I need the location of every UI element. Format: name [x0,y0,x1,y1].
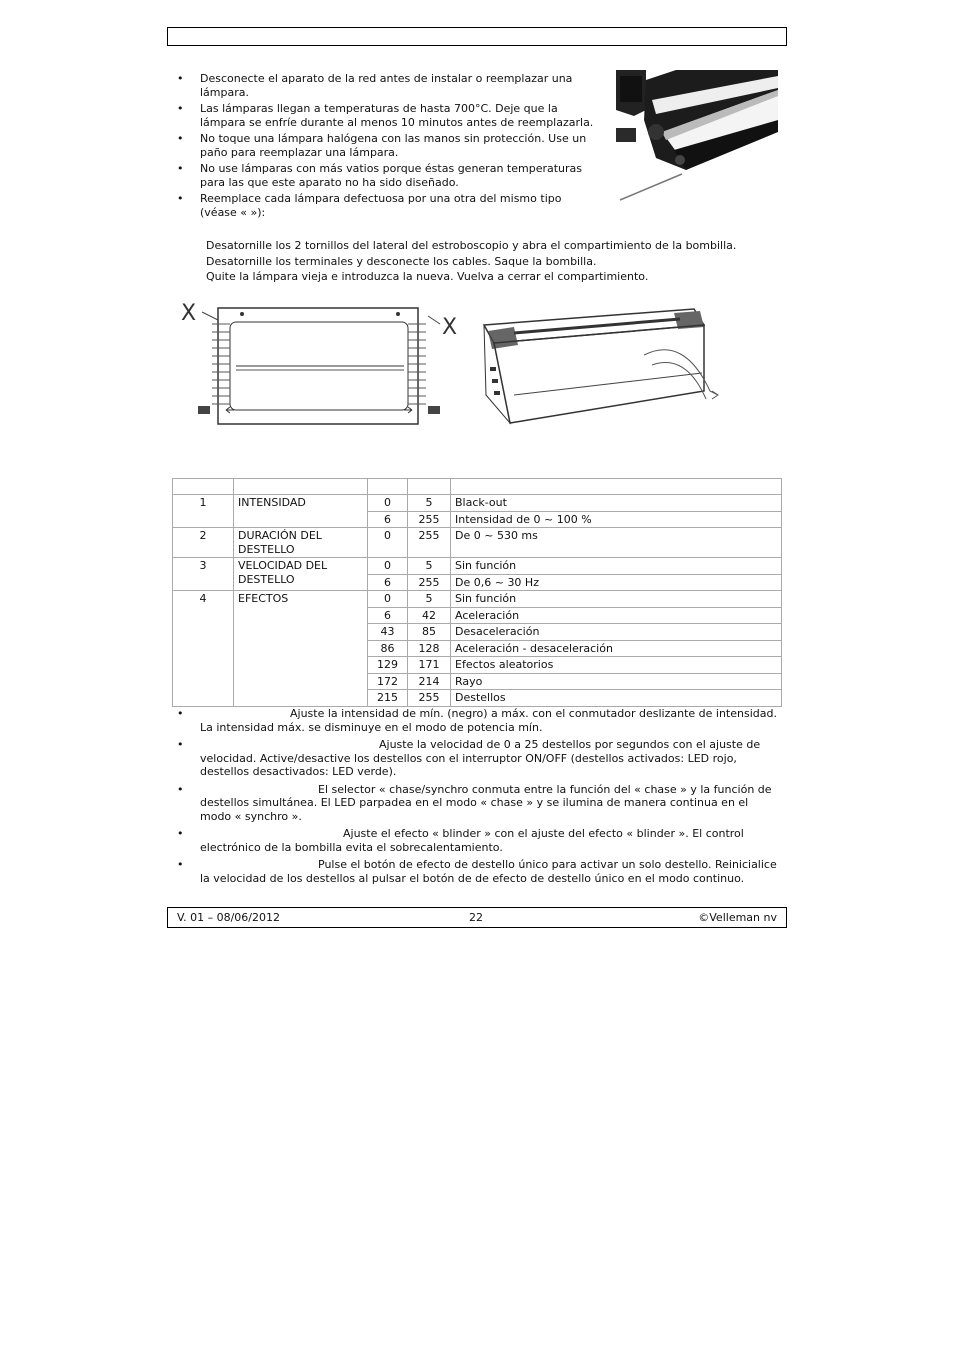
footer-page-number: 22 [469,911,483,924]
screw-marker-right: X [442,315,458,340]
footer-version: V. 01 – 08/06/2012 [177,911,280,924]
table-row: 3 VELOCIDAD DEL DESTELLO 0 5 Sin función [173,558,782,575]
table-row: 215 255 Destellos [173,690,782,707]
table-header-row [173,479,782,495]
step-text: Desatornille los terminales y desconecte los cables. Saque la bombilla. [206,254,597,268]
table-row: 129 171 Efectos aleatorios [173,657,782,674]
strobe-open-compartment-drawing [474,295,722,428]
list-item: • Las lámparas llegan a temperaturas de hasta 700°C. Deje que la lámpara se enfríe durante al menos 10 minutos antes de reemplazarla. [177,102,594,129]
footer-copyright: ©Velleman nv [698,911,777,924]
step-text: Desatornille los 2 tornillos del lateral del estroboscopio y abra el compartimiento de la bombilla. [206,239,737,252]
table-row: 6 42 Aceleración [173,607,782,624]
table-row: 172 214 Rayo [173,673,782,690]
list-item: • No toque una lámpara halógena con las manos sin protección. Use un paño para reemplazar una lámpara. [177,132,587,159]
table-row: 6 255 Intensidad de 0 ~ 100 % [173,511,782,528]
list-item: • El selector « chase/synchro conmuta entre la función del « chase » y la función de destellos simultánea. El LED parpadea en el modo « chase » y se ilumina de manera continua en el modo « synchro ». [177,782,772,823]
strobe-photo [616,70,778,202]
page-footer [167,907,787,928]
dmx-channel-table [172,478,782,707]
table-row: 2 DURACIÓN DEL DESTELLO 0 255 De 0 ~ 530 ms [173,528,782,558]
strobe-front-drawing [178,300,460,427]
table-row: 1 INTENSIDAD 0 5 Black-out [173,495,782,512]
table-row: 4 EFECTOS 0 5 Sin función [173,591,782,608]
list-item: • Ajuste el efecto « blinder » con el ajuste del efecto « blinder ». El control electrónico de la bombilla evita el sobrecalentamiento. [177,827,744,854]
list-item: • Pulse el botón de efecto de destello único para activar un solo destello. Reinicialice la velocidad de los destellos al pulsar el botón de de efecto de destello único en el modo continuo. [177,858,777,885]
table-row: 43 85 Desaceleración [173,624,782,641]
lamp-safety-list [168,72,598,222]
list-item: • Ajuste la velocidad de 0 a 25 destellos por segundos con el ajuste de velocidad. Active/desactive los destellos con el interruptor ON/OFF (destellos activados: LED rojo, destellos desactivados: LED verde). [177,738,761,778]
lamp-replacement-steps [206,239,786,286]
page-header-box [167,27,787,46]
step-text: Quite la lámpara vieja e introduzca la nueva. Vuelva a cerrar el compartimiento. [206,270,649,283]
list-item: • Reemplace cada lámpara defectuosa por una otra del mismo tipo (véase « »): [177,192,562,219]
table-row: 86 128 Aceleración - desaceleración [173,640,782,657]
controls-description-list [168,707,778,889]
list-item: • Ajuste la intensidad de mín. (negro) a máx. con el conmutador deslizante de intensidad. La intensidad máx. se disminuye en el modo de potencia mín. [177,707,777,734]
table-row: 6 255 De 0,6 ~ 30 Hz [173,574,782,591]
list-item: • No use lámparas con más vatios porque éstas generan temperaturas para las que este aparato no ha sido diseñado. [177,162,583,189]
list-item: • Desconecte el aparato de la red antes de instalar o reemplazar una lámpara. [177,72,573,99]
screw-marker-left: X [181,301,197,326]
